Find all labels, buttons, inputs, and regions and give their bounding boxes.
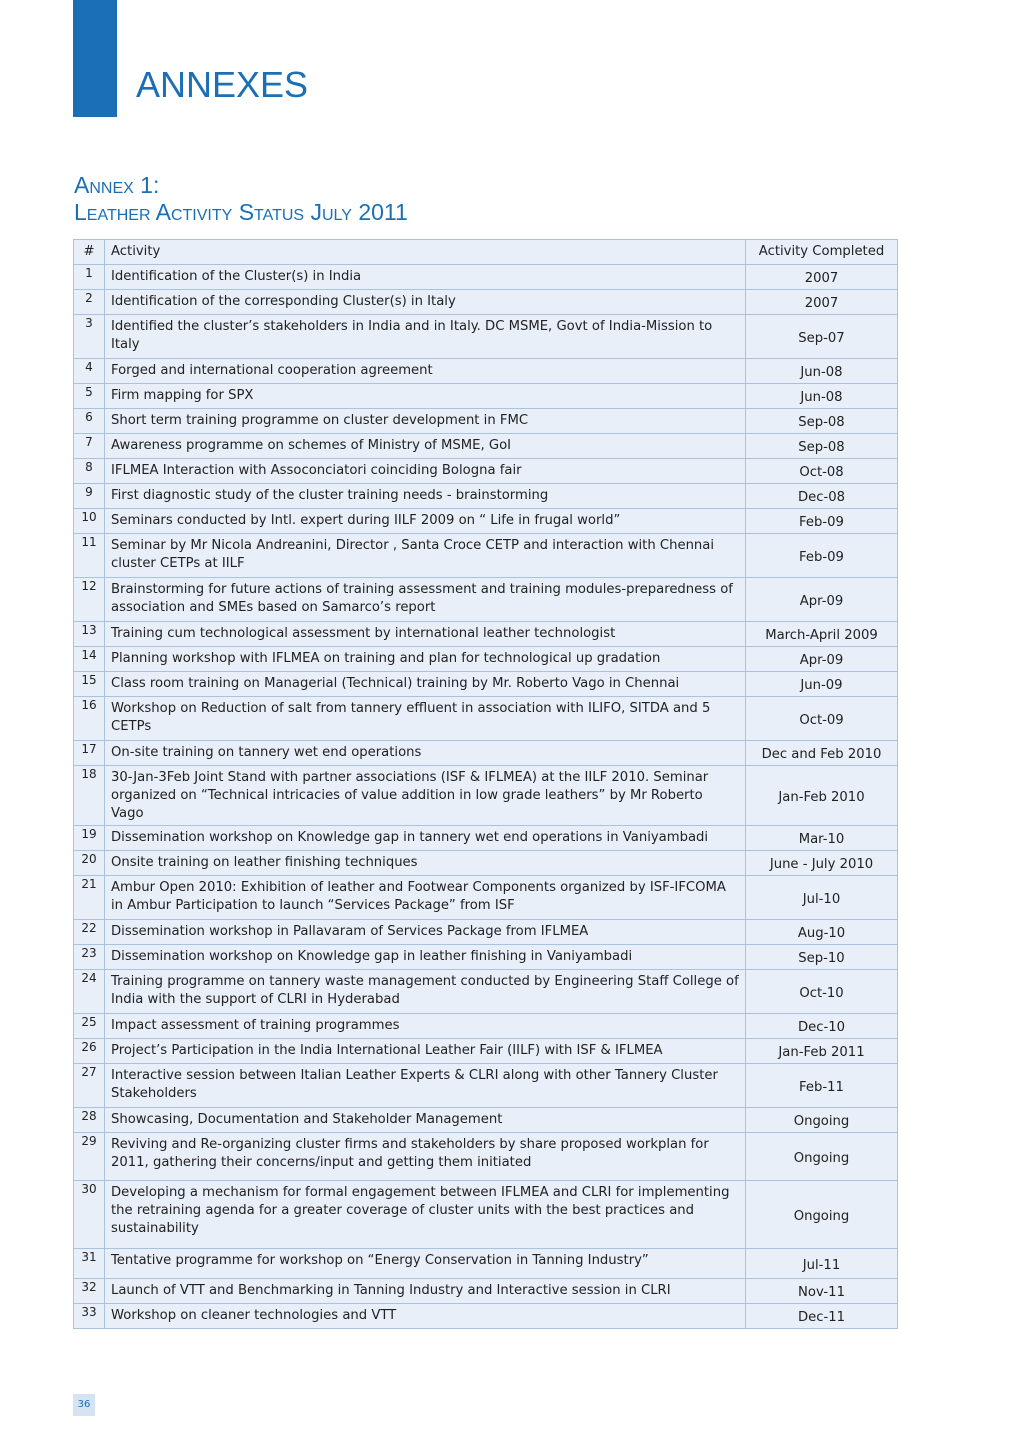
row-number: 28	[74, 1108, 105, 1133]
row-activity: Training cum technological assessment by international leather technologist	[105, 622, 746, 647]
row-activity: Awareness programme on schemes of Ministry of MSME, GoI	[105, 434, 746, 459]
row-activity-completed: Mar-10	[746, 826, 898, 851]
row-activity-completed: Sep-08	[746, 434, 898, 459]
table-row	[74, 434, 898, 459]
row-number: 6	[74, 409, 105, 434]
table-row	[74, 876, 898, 920]
table-row	[74, 1039, 898, 1064]
row-number: 15	[74, 672, 105, 697]
row-activity-completed: 2007	[746, 265, 898, 290]
row-activity-completed: Jul-11	[746, 1249, 898, 1279]
row-activity-completed: Ongoing	[746, 1133, 898, 1181]
row-activity: First diagnostic study of the cluster training needs - brainstorming	[105, 484, 746, 509]
row-activity: Brainstorming for future actions of training assessment and training modules-preparedness of association and SMEs based on Samarco’s report	[105, 578, 746, 622]
activity-table	[73, 239, 898, 1329]
row-number: 33	[74, 1304, 105, 1329]
row-number: 12	[74, 578, 105, 622]
row-activity-completed: Jun-08	[746, 359, 898, 384]
row-activity: Forged and international cooperation agreement	[105, 359, 746, 384]
row-activity-completed: Jun-08	[746, 384, 898, 409]
row-activity: Launch of VTT and Benchmarking in Tanning Industry and Interactive session in CLRI	[105, 1279, 746, 1304]
row-number: 18	[74, 766, 105, 826]
row-activity-completed: Sep-08	[746, 409, 898, 434]
row-activity: Seminars conducted by Intl. expert during IILF 2009 on “ Life in frugal world”	[105, 509, 746, 534]
row-activity: Dissemination workshop on Knowledge gap in tannery wet end operations in Vaniyambadi	[105, 826, 746, 851]
table-row	[74, 359, 898, 384]
row-activity: Class room training on Managerial (Technical) training by Mr. Roberto Vago in Chennai	[105, 672, 746, 697]
row-activity: Developing a mechanism for formal engagement between IFLMEA and CLRI for implementing the retraining agenda for a greater coverage of cluster units with the best practices and sustainability	[105, 1181, 746, 1249]
row-number: 14	[74, 647, 105, 672]
table-row	[74, 290, 898, 315]
row-activity: Workshop on Reduction of salt from tannery effluent in association with ILIFO, SITDA and 5 CETPs	[105, 697, 746, 741]
table-row	[74, 534, 898, 578]
row-number: 7	[74, 434, 105, 459]
row-activity-completed: Feb-09	[746, 534, 898, 578]
row-number: 22	[74, 920, 105, 945]
row-number: 24	[74, 970, 105, 1014]
row-activity-completed: Oct-10	[746, 970, 898, 1014]
row-activity: Identified the cluster’s stakeholders in India and in Italy. DC MSME, Govt of India-Mission to Italy	[105, 315, 746, 359]
row-number: 5	[74, 384, 105, 409]
header-activity: Activity	[105, 240, 746, 265]
row-activity: IFLMEA Interaction with Assoconciatori coinciding Bologna fair	[105, 459, 746, 484]
row-number: 10	[74, 509, 105, 534]
row-activity-completed: Dec-11	[746, 1304, 898, 1329]
row-number: 20	[74, 851, 105, 876]
row-activity-completed: Ongoing	[746, 1108, 898, 1133]
row-activity: Dissemination workshop in Pallavaram of Services Package from IFLMEA	[105, 920, 746, 945]
table-row	[74, 1249, 898, 1279]
row-activity-completed: Oct-08	[746, 459, 898, 484]
table-row	[74, 945, 898, 970]
row-number: 1	[74, 265, 105, 290]
row-activity: Identification of the corresponding Cluster(s) in Italy	[105, 290, 746, 315]
row-activity-completed: Ongoing	[746, 1181, 898, 1249]
table-row	[74, 484, 898, 509]
row-number: 32	[74, 1279, 105, 1304]
row-activity-completed: Sep-10	[746, 945, 898, 970]
table-row	[74, 459, 898, 484]
table-row	[74, 766, 898, 826]
row-activity: Onsite training on leather finishing techniques	[105, 851, 746, 876]
row-number: 29	[74, 1133, 105, 1181]
annex-heading	[74, 172, 408, 226]
row-number: 9	[74, 484, 105, 509]
row-activity: Training programme on tannery waste management conducted by Engineering Staff College of India with the support of CLRI in Hyderabad	[105, 970, 746, 1014]
table-row	[74, 1279, 898, 1304]
row-activity: On-site training on tannery wet end operations	[105, 741, 746, 766]
table-row	[74, 647, 898, 672]
row-activity: Seminar by Mr Nicola Andreanini, Director , Santa Croce CETP and interaction with Chennai cluster CETPs at IILF	[105, 534, 746, 578]
row-activity-completed: Oct-09	[746, 697, 898, 741]
row-number: 16	[74, 697, 105, 741]
row-activity-completed: Feb-09	[746, 509, 898, 534]
table-row	[74, 970, 898, 1014]
table-row	[74, 1304, 898, 1329]
row-activity-completed: Dec-08	[746, 484, 898, 509]
table-row	[74, 509, 898, 534]
row-activity-completed: Feb-11	[746, 1064, 898, 1108]
row-number: 13	[74, 622, 105, 647]
row-activity: Workshop on cleaner technologies and VTT	[105, 1304, 746, 1329]
row-activity: Reviving and Re-organizing cluster firms and stakeholders by share proposed workplan for 2011, gathering their concerns/input and getting them initiated	[105, 1133, 746, 1181]
row-number: 27	[74, 1064, 105, 1108]
row-activity-completed: Apr-09	[746, 647, 898, 672]
header-accent-bar	[73, 0, 117, 117]
row-number: 26	[74, 1039, 105, 1064]
row-activity-completed: Jul-10	[746, 876, 898, 920]
row-activity-completed: Dec-10	[746, 1014, 898, 1039]
row-activity-completed: 2007	[746, 290, 898, 315]
header-activity-completed: Activity Completed	[746, 240, 898, 265]
row-number: 8	[74, 459, 105, 484]
row-activity: Project’s Participation in the India International Leather Fair (IILF) with ISF & IFLMEA	[105, 1039, 746, 1064]
table-row	[74, 1133, 898, 1181]
table-row	[74, 622, 898, 647]
row-number: 3	[74, 315, 105, 359]
row-activity-completed: Apr-09	[746, 578, 898, 622]
row-number: 21	[74, 876, 105, 920]
table-row	[74, 1181, 898, 1249]
header-number: #	[74, 240, 105, 265]
row-activity: Short term training programme on cluster development in FMC	[105, 409, 746, 434]
table-row	[74, 265, 898, 290]
row-activity-completed: Jun-09	[746, 672, 898, 697]
row-activity: Impact assessment of training programmes	[105, 1014, 746, 1039]
row-activity-completed: June - July 2010	[746, 851, 898, 876]
row-number: 17	[74, 741, 105, 766]
table-header-row	[74, 240, 898, 265]
table-row	[74, 315, 898, 359]
table-row	[74, 578, 898, 622]
row-activity: 30-Jan-3Feb Joint Stand with partner associations (ISF & IFLMEA) at the IILF 2010. Seminar organized on “Technical intricacies of value addition in low grade leathers” by Mr Roberto Vago	[105, 766, 746, 826]
row-activity-completed: Jan-Feb 2010	[746, 766, 898, 826]
table-row	[74, 697, 898, 741]
row-number: 23	[74, 945, 105, 970]
row-number: 4	[74, 359, 105, 384]
table-row	[74, 741, 898, 766]
row-number: 25	[74, 1014, 105, 1039]
row-activity: Showcasing, Documentation and Stakeholder Management	[105, 1108, 746, 1133]
row-number: 19	[74, 826, 105, 851]
row-number: 2	[74, 290, 105, 315]
table-row	[74, 826, 898, 851]
row-activity-completed: Dec and Feb 2010	[746, 741, 898, 766]
annex-title: Leather Activity Status July 2011	[74, 199, 408, 225]
row-activity: Dissemination workshop on Knowledge gap in leather finishing in Vaniyambadi	[105, 945, 746, 970]
row-activity-completed: Jan-Feb 2011	[746, 1039, 898, 1064]
table-row	[74, 1108, 898, 1133]
page-number: 36	[73, 1394, 95, 1416]
row-activity-completed: Sep-07	[746, 315, 898, 359]
table-row	[74, 1014, 898, 1039]
row-activity-completed: Nov-11	[746, 1279, 898, 1304]
table-row	[74, 1064, 898, 1108]
row-activity-completed: March-April 2009	[746, 622, 898, 647]
row-activity: Planning workshop with IFLMEA on training and plan for technological up gradation	[105, 647, 746, 672]
row-number: 30	[74, 1181, 105, 1249]
row-activity: Firm mapping for SPX	[105, 384, 746, 409]
table-row	[74, 409, 898, 434]
section-title: ANNEXES	[136, 64, 309, 105]
row-activity: Interactive session between Italian Leather Experts & CLRI along with other Tannery Cluster Stakeholders	[105, 1064, 746, 1108]
row-number: 11	[74, 534, 105, 578]
table-body	[74, 265, 898, 1329]
row-activity: Identification of the Cluster(s) in India	[105, 265, 746, 290]
row-activity: Ambur Open 2010: Exhibition of leather and Footwear Components organized by ISF-IFCOMA in Ambur Participation to launch “Services Package” from ISF	[105, 876, 746, 920]
row-number: 31	[74, 1249, 105, 1279]
row-activity-completed: Aug-10	[746, 920, 898, 945]
table-row	[74, 384, 898, 409]
annex-number: Annex 1:	[74, 172, 160, 198]
table-row	[74, 672, 898, 697]
table-row	[74, 920, 898, 945]
row-activity: Tentative programme for workshop on “Energy Conservation in Tanning Industry”	[105, 1249, 746, 1279]
table-row	[74, 851, 898, 876]
